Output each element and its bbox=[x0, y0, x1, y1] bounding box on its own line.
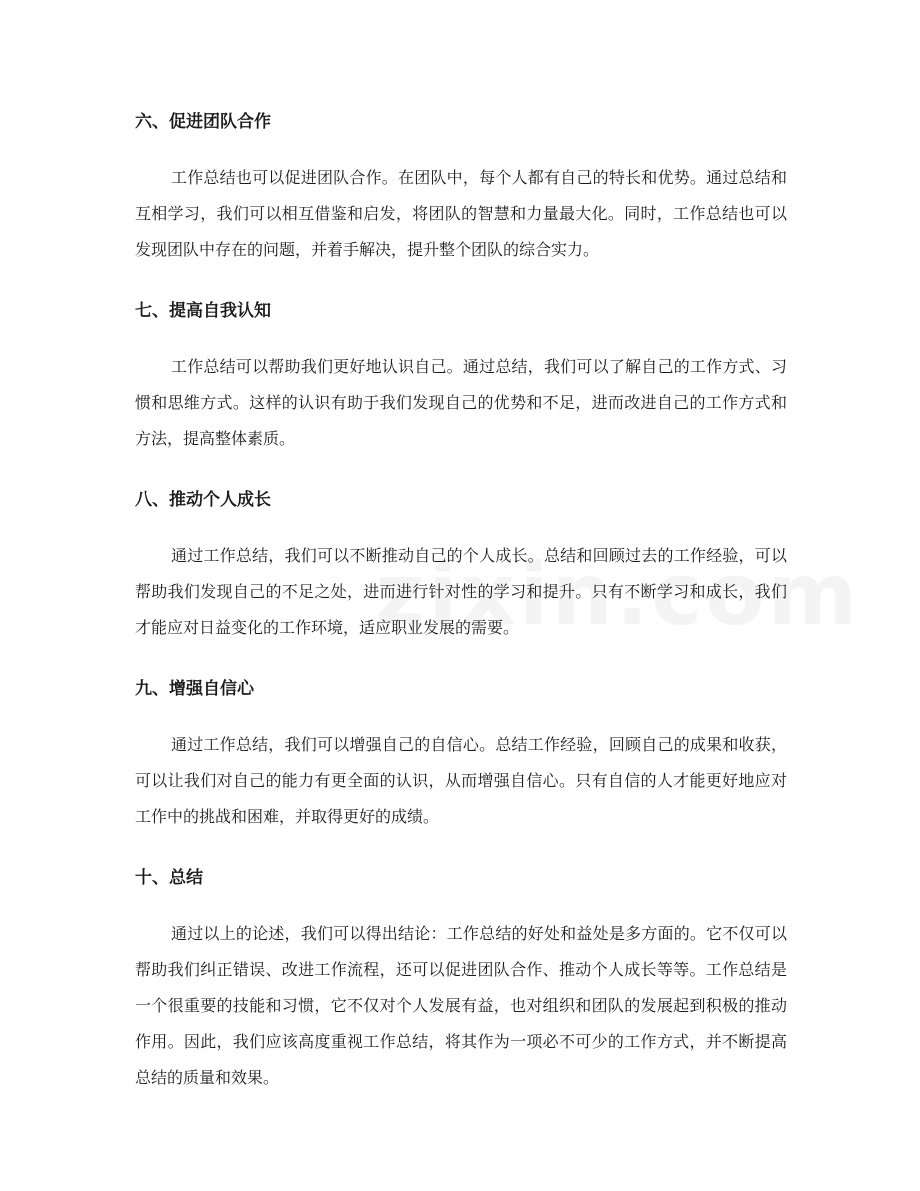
section-8 bbox=[135, 482, 787, 646]
section-6 bbox=[135, 104, 787, 268]
section-paragraph: 通过工作总结，我们可以增强自己的自信心。总结工作经验，回顾自己的成果和收获，可以让我们对自己的能力有更全面的认识，从而增强自信心。只有自信的人才能更好地应对工作中的挑战和困难，并取得更好的成绩。 bbox=[135, 735, 787, 826]
section-paragraph: 通过工作总结，我们可以不断推动自己的个人成长。总结和回顾过去的工作经验，可以帮助我们发现自己的不足之处，进而进行针对性的学习和提升。只有不断学习和成长，我们才能应对日益变化的工作环境，适应职业发展的需要。 bbox=[135, 546, 787, 637]
section-heading: 六、促进团队合作 bbox=[135, 112, 271, 132]
section-7 bbox=[135, 293, 787, 457]
section-heading: 十、总结 bbox=[135, 868, 203, 888]
section-paragraph: 工作总结也可以促进团队合作。在团队中，每个人都有自己的特长和优势。通过总结和互相学习，我们可以相互借鉴和启发，将团队的智慧和力量最大化。同时，工作总结也可以发现团队中存在的问题，并着手解决，提升整个团队的综合实力。 bbox=[135, 168, 787, 259]
section-heading: 八、推动个人成长 bbox=[135, 490, 271, 510]
section-heading: 九、增强自信心 bbox=[135, 679, 254, 699]
document-content bbox=[135, 104, 787, 1096]
section-9 bbox=[135, 671, 787, 835]
section-paragraph: 工作总结可以帮助我们更好地认识自己。通过总结，我们可以了解自己的工作方式、习惯和思维方式。这样的认识有助于我们发现自己的优势和不足，进而改进自己的工作方式和方法，提高整体素质。 bbox=[135, 357, 787, 448]
section-10 bbox=[135, 860, 787, 1096]
section-heading: 七、提高自我认知 bbox=[135, 301, 271, 321]
section-paragraph: 通过以上的论述，我们可以得出结论：工作总结的好处和益处是多方面的。它不仅可以帮助我们纠正错误、改进工作流程，还可以促进团队合作、推动个人成长等等。工作总结是一个很重要的技能和习惯，它不仅对个人发展有益，也对组织和团队的发展起到积极的推动作用。因此，我们应该高度重视工作总结，将其作为一项必不可少的工作方式，并不断提高总结的质量和效果。 bbox=[135, 924, 787, 1087]
